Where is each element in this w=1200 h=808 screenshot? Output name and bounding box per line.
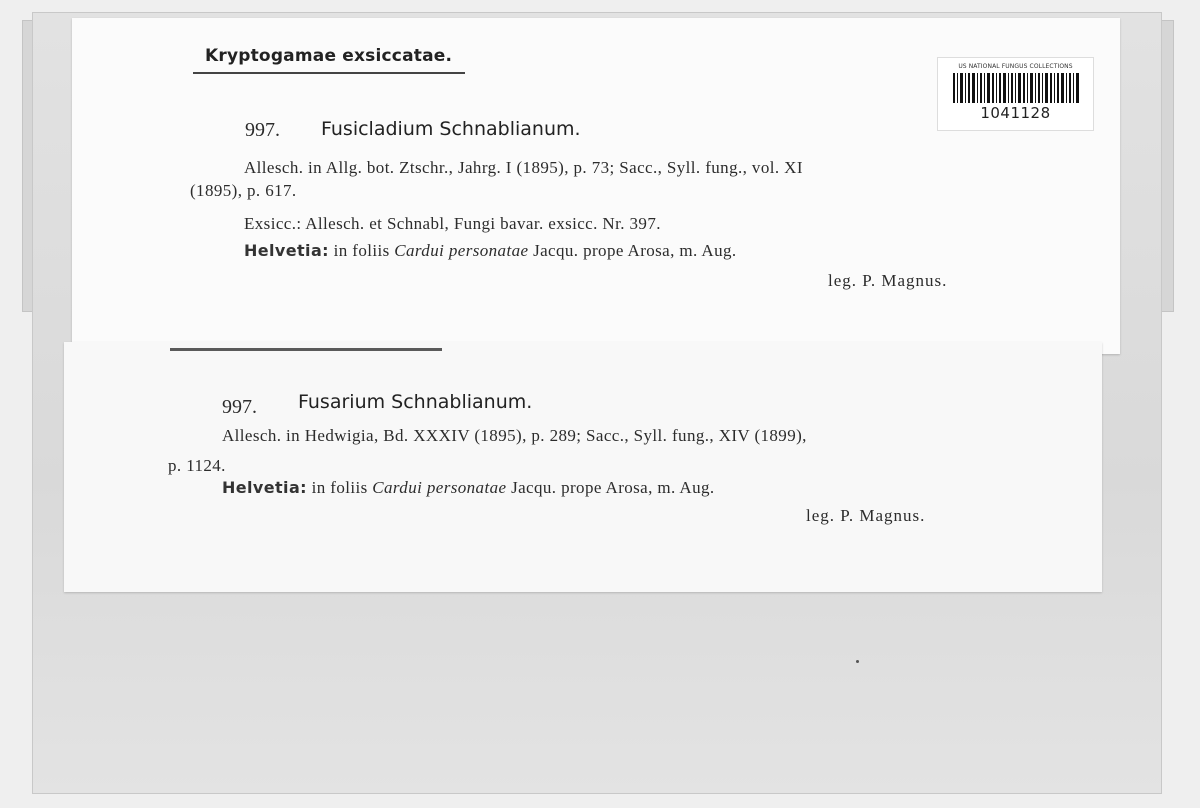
reference-line1-bottom: Allesch. in Hedwigia, Bd. XXXIV (1895), p. 289; Sacc., Syll. fung., XIV (1899), xyxy=(222,426,807,445)
locality-label-top: Helvetia: xyxy=(244,241,329,260)
paper-speck xyxy=(856,660,859,663)
collector-bottom: leg. P. Magnus. xyxy=(806,506,926,525)
exsiccatae-line-top: Exsicc.: Allesch. et Schnabl, Fungi bavar. exsicc. Nr. 397. xyxy=(244,214,661,233)
species-name-top: Fusicladium Schnablianum. xyxy=(321,118,581,140)
barcode-caption: US NATIONAL FUNGUS COLLECTIONS xyxy=(958,63,1073,70)
locality-pre-top: in foliis xyxy=(333,241,390,260)
locality-line-top xyxy=(244,241,737,261)
underlying-rule-remnant xyxy=(170,348,442,351)
locality-post-bottom: Jacqu. prope Arosa, m. Aug. xyxy=(511,478,715,497)
reference-line1-top: Allesch. in Allg. bot. Ztschr., Jahrg. I (1895), p. 73; Sacc., Syll. fung., vol. XI xyxy=(244,158,803,177)
series-title: Kryptogamae exsiccatae. xyxy=(205,46,453,66)
series-underline xyxy=(193,72,465,74)
species-name-bottom: Fusarium Schnablianum. xyxy=(298,391,533,413)
locality-pre-bottom: in foliis xyxy=(311,478,368,497)
specimen-number-top: 997. xyxy=(245,119,280,141)
barcode-label xyxy=(937,57,1094,131)
host-name-bottom: Cardui personatae xyxy=(372,478,507,497)
locality-label-bottom: Helvetia: xyxy=(222,478,307,497)
collector-top: leg. P. Magnus. xyxy=(828,271,948,290)
barcode-icon xyxy=(953,73,1079,103)
barcode-number: 1041128 xyxy=(980,104,1051,122)
locality-line-bottom xyxy=(222,478,715,498)
locality-post-top: Jacqu. prope Arosa, m. Aug. xyxy=(533,241,737,260)
reference-line2-top: (1895), p. 617. xyxy=(190,181,297,200)
host-name-top: Cardui personatae xyxy=(394,241,529,260)
reference-line2-bottom: p. 1124. xyxy=(168,456,226,475)
specimen-number-bottom: 997. xyxy=(222,396,257,418)
